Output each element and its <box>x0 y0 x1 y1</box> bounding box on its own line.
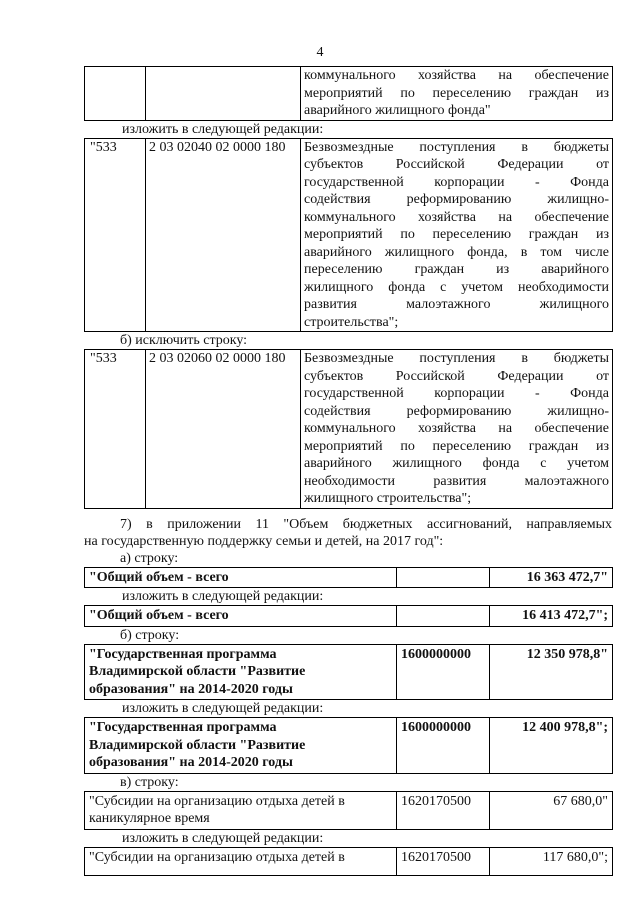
text-line: развития малоэтажного жилищного <box>304 297 609 312</box>
text-line: аварийного жилищного фонда, в том числе <box>304 244 609 260</box>
table-cell-code <box>85 67 146 121</box>
table-cell-code: "533 <box>85 350 146 509</box>
table-total-old <box>84 567 613 589</box>
table-cell-kbk: 2 03 02040 02 0000 180 <box>146 138 301 332</box>
text-line: "Государственная программа <box>89 646 277 662</box>
text-line: каникулярное время <box>89 811 210 826</box>
table-cell-name: "Общий объем - всего <box>85 567 397 588</box>
instruction-text: изложить в следующей редакции: <box>122 121 324 137</box>
table-cell-name <box>85 644 397 700</box>
text-line: "Субсидии на организацию отдыха детей в <box>89 793 345 809</box>
text-line: Безвозмездные поступления в бюджеты <box>304 139 609 155</box>
text-line: мероприятий по переселению граждан из <box>304 438 609 454</box>
subitem-label: б) строку: <box>120 627 180 643</box>
table-total-new <box>84 605 613 627</box>
text-line: субъектов Российской Федерации от <box>304 157 609 172</box>
table-cell-code: 1620170500 <box>397 791 490 829</box>
paragraph-line: 7) в приложении 11 "Объем бюджетных ассигнований, направляемых <box>120 516 612 532</box>
paragraph-line: на государственную поддержку семьи и детей, на 2017 год": <box>84 533 444 549</box>
table-cell-amount: 16 363 472,7" <box>490 567 613 588</box>
text-line: коммунального хозяйства на обеспечение <box>304 68 609 83</box>
table-row <box>85 567 613 588</box>
table-cell-amount: 117 680,0"; <box>490 847 613 875</box>
table-cell-name <box>85 847 397 875</box>
instruction-text: изложить в следующей редакции: <box>122 830 324 846</box>
paragraph-7 <box>84 516 612 550</box>
text-line: Владимирской области "Развитие <box>89 737 306 753</box>
table-row <box>85 791 613 829</box>
table-cell-description <box>301 67 613 121</box>
text-line: коммунального хозяйства на обеспечение <box>304 209 609 225</box>
text-line: жилищного фонда с учетом необходимости <box>304 279 609 295</box>
table-cell-kbk <box>146 67 301 121</box>
table-cell-amount: 67 680,0" <box>490 791 613 829</box>
text-line: аварийного жилищного фонда с учетом <box>304 456 609 471</box>
text-line: образования" на 2014-2020 годы <box>89 755 293 770</box>
table-excluded-row <box>84 349 613 509</box>
subitem-label: в) строку: <box>120 774 179 790</box>
table-continuation <box>84 66 613 121</box>
table-cell-name <box>85 718 397 774</box>
text-line: мероприятий по переселению граждан из <box>304 85 609 101</box>
table-cell-amount: 12 400 978,8"; <box>490 718 613 774</box>
table-row <box>85 67 613 121</box>
table-cell-description <box>301 138 613 332</box>
text-line: "Государственная программа <box>89 720 277 735</box>
table-program-old <box>84 644 613 701</box>
table-cell-amount: 12 350 978,8" <box>490 644 613 700</box>
text-line: субъектов Российской Федерации от <box>304 368 609 384</box>
text-line: аварийного жилищного фонда" <box>304 103 491 118</box>
table-cell-code: 1620170500 <box>397 847 490 875</box>
text-line: мероприятий по переселению граждан из <box>304 227 609 242</box>
text-line: коммунального хозяйства на обеспечение <box>304 421 609 436</box>
table-cell-description <box>301 350 613 509</box>
table-cell-code <box>397 567 490 588</box>
subitem-label: а) строку: <box>120 550 179 566</box>
instruction-text: изложить в следующей редакции: <box>122 701 324 716</box>
text-line: жилищного строительства"; <box>304 491 472 506</box>
text-line: содействия реформированию жилищно- <box>304 403 609 419</box>
text-line: государственной корпорации - Фонда <box>304 174 609 190</box>
instruction-text: б) исключить строку: <box>120 333 248 348</box>
table-program-new <box>84 717 613 774</box>
table-cell-code <box>397 606 490 627</box>
table-cell-code: 1600000000 <box>397 644 490 700</box>
table-subsidy-old <box>84 791 613 830</box>
text-line: государственной корпорации - Фонда <box>304 386 609 401</box>
table-row <box>85 644 613 700</box>
table-cell-name: "Общий объем - всего <box>85 606 397 627</box>
table-row <box>85 138 613 332</box>
table-row <box>85 847 613 875</box>
table-row <box>85 606 613 627</box>
table-cell-name <box>85 791 397 829</box>
table-cell-code: "533 <box>85 138 146 332</box>
text-line: "Субсидии на организацию отдыха детей в <box>89 849 345 865</box>
table-cell-amount: 16 413 472,7"; <box>490 606 613 627</box>
instruction-text: изложить в следующей редакции: <box>122 589 324 604</box>
table-cell-kbk: 2 03 02060 02 0000 180 <box>146 350 301 509</box>
table-subsidy-new <box>84 847 613 876</box>
text-line: образования" на 2014-2020 годы <box>89 681 293 697</box>
text-line: Владимирской области "Развитие <box>89 664 306 679</box>
page-number: 4 <box>316 45 324 60</box>
table-cell-code: 1600000000 <box>397 718 490 774</box>
text-line: строительства"; <box>304 314 399 330</box>
text-line: необходимости развития малоэтажного <box>304 473 609 489</box>
table-row <box>85 718 613 774</box>
table-row <box>85 350 613 509</box>
text-line: Безвозмездные поступления в бюджеты <box>304 351 609 366</box>
text-line: содействия реформированию жилищно- <box>304 192 609 207</box>
table-replacement-row <box>84 138 613 333</box>
text-line: переселению граждан из аварийного <box>304 262 609 277</box>
document-body <box>84 66 614 876</box>
